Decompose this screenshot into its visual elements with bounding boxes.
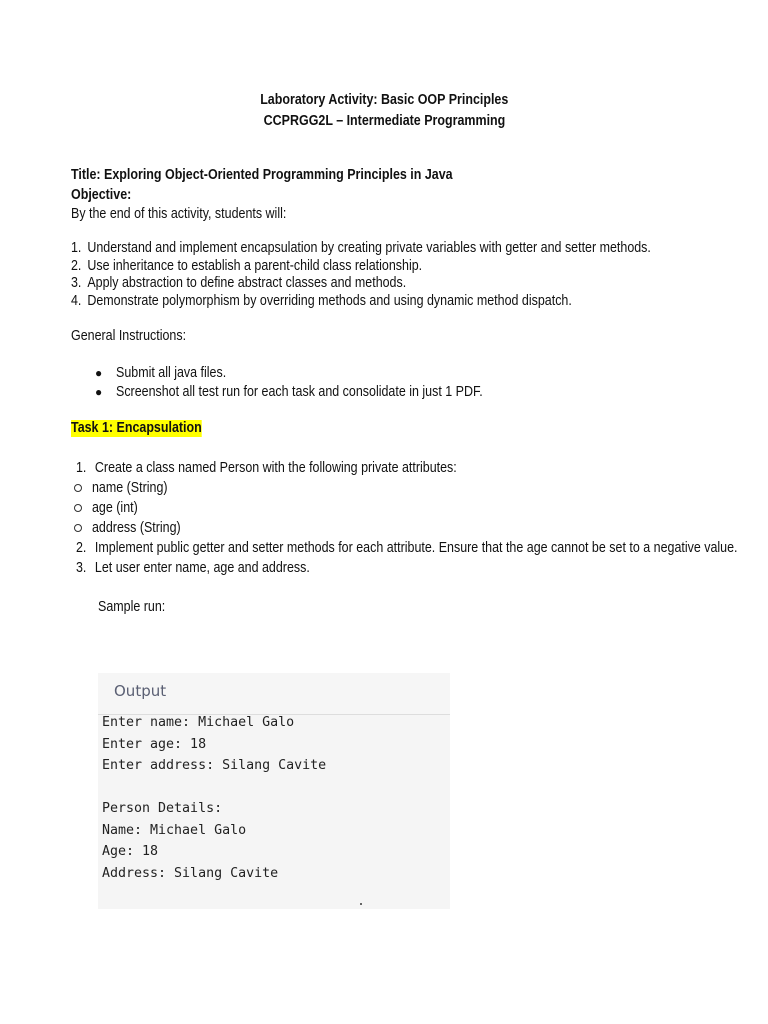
course-code-title: CCPRGG2L – Intermediate Programming [263, 113, 505, 129]
task1-heading: Task 1: Encapsulation [71, 420, 202, 436]
objective-heading: Objective: [71, 187, 132, 203]
document-header-title: Laboratory Activity: Basic OOP Principles [259, 92, 509, 108]
task-step: 3. Let user enter name, age and address. [76, 560, 310, 576]
output-line: Enter address: Silang Cavite [102, 758, 327, 773]
hollow-bullet-icon [74, 504, 82, 512]
activity-title: Title: Exploring Object-Oriented Programming Principles in Java [71, 167, 453, 183]
output-line: Enter name: Michael Galo [102, 715, 295, 730]
objective-item: 4. Demonstrate polymorphism by overriding methods and using dynamic method dispatch. [71, 293, 572, 309]
hollow-bullet-icon [74, 524, 82, 532]
output-line: Enter age: 18 [102, 737, 207, 752]
task-step: 1. Create a class named Person with the following private attributes: [76, 460, 457, 476]
objective-item: 2. Use inheritance to establish a parent-child class relationship. [71, 258, 423, 274]
attribute-item: address (String) [74, 520, 195, 537]
general-instructions-heading: General Instructions: [71, 328, 187, 344]
objective-intro: By the end of this activity, students will: [71, 206, 287, 222]
output-line: Age: 18 [102, 844, 159, 859]
output-panel [98, 673, 450, 909]
output-line: Name: Michael Galo [102, 823, 247, 838]
hollow-bullet-icon [74, 484, 82, 492]
attribute-item: age (int) [74, 500, 145, 517]
instruction-bullet: Submit all java files. [116, 365, 227, 381]
instruction-bullet: Screenshot all test run for each task and consolidate in just 1 PDF. [116, 384, 483, 400]
attribute-item: name (String) [74, 480, 180, 497]
artifact-dot [360, 903, 362, 905]
objective-item: 1. Understand and implement encapsulation by creating private variables with getter and setter methods. [71, 240, 651, 256]
output-line: Person Details: [102, 801, 223, 816]
output-header [98, 673, 450, 715]
bullet-icon: ● [95, 385, 103, 399]
bullet-icon: ● [95, 366, 103, 380]
task-step: 2. Implement public getter and setter methods for each attribute. Ensure that the age cannot be set to a negative value. [76, 540, 738, 556]
output-line: Address: Silang Cavite [102, 866, 279, 881]
sample-run-label: Sample run: [98, 599, 166, 615]
objective-item: 3. Apply abstraction to define abstract classes and methods. [71, 275, 407, 291]
output-title: Output [114, 682, 167, 700]
